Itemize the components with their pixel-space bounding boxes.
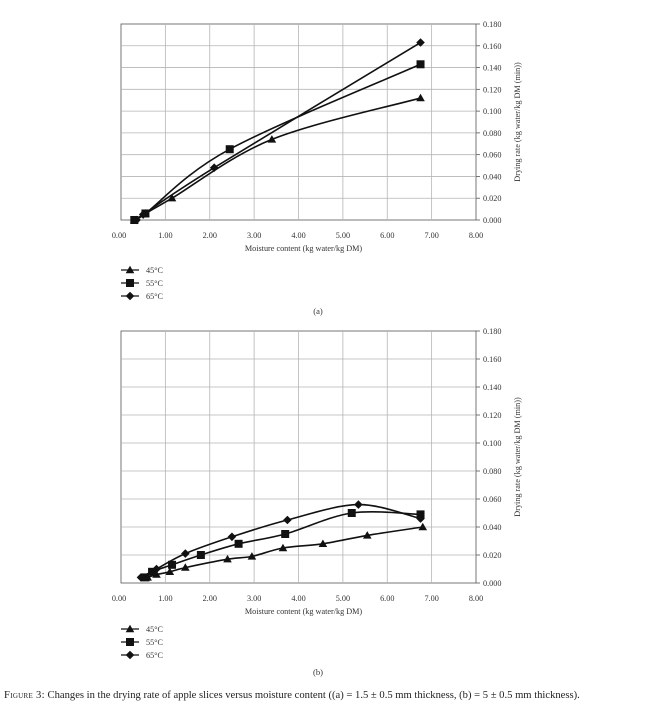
legend-label: 45°C	[146, 625, 163, 634]
data-point-square	[226, 145, 234, 153]
y-tick-label: 0.080	[483, 467, 502, 476]
figure-label: Figure 3:	[4, 690, 45, 701]
y-tick-label: 0.060	[483, 495, 502, 504]
legend-square-icon	[126, 279, 134, 287]
legend-diamond-icon	[126, 651, 135, 660]
y-tick-label: 0.040	[483, 172, 502, 182]
y-tick-label: 0.160	[483, 355, 502, 364]
data-point-square	[417, 60, 425, 68]
y-axis-title: Drying rate (kg water/kg DM (min))	[513, 62, 522, 182]
y-tick-label: 0.000	[483, 579, 502, 588]
x-tick-label: 1.00	[158, 594, 173, 603]
x-tick-label: 3.00	[246, 231, 262, 240]
x-tick-label: 7.00	[424, 594, 439, 603]
y-tick-label: 0.180	[483, 327, 502, 336]
y-tick-label: 0.060	[483, 150, 502, 160]
y-tick-label: 0.000	[483, 216, 502, 225]
data-point-square	[197, 551, 205, 559]
legend-label: 65°C	[146, 292, 163, 301]
caption-text: Changes in the drying rate of apple slices versus moisture content ((a) = 1.5 ± 0.5 mm thickness, (b) = 5 ± 0.5 mm thickness).	[47, 690, 580, 701]
x-tick-label: 6.00	[380, 231, 395, 240]
y-tick-label: 0.020	[483, 551, 502, 560]
x-tick-label: 8.00	[468, 594, 484, 603]
x-tick-label: 1.00	[158, 231, 173, 240]
legend-label: 65°C	[146, 651, 163, 660]
x-tick-label: 4.00	[291, 231, 306, 240]
x-tick-label: 5.00	[335, 231, 351, 240]
x-axis-title: Moisture content (kg water/kg DM)	[244, 244, 363, 253]
x-tick-label: 4.00	[291, 594, 306, 603]
legend-square-icon	[126, 638, 134, 646]
y-tick-label: 0.120	[483, 85, 502, 95]
y-tick-label: 0.080	[483, 128, 502, 138]
legend	[121, 266, 163, 301]
legend-label: 45°C	[146, 266, 163, 275]
x-tick-label: 8.00	[468, 231, 484, 240]
y-tick-label: 0.140	[483, 63, 502, 73]
y-tick-label: 0.180	[483, 20, 502, 29]
figure-caption	[4, 690, 648, 701]
x-tick-label: 3.00	[246, 594, 262, 603]
x-tick-label: 5.00	[335, 594, 351, 603]
x-tick-label: 6.00	[380, 594, 395, 603]
chart-panel-b	[112, 327, 522, 677]
x-axis-title: Moisture content (kg water/kg DM)	[244, 607, 363, 616]
legend-diamond-icon	[126, 292, 135, 301]
x-tick-label: 0.00	[111, 231, 127, 240]
legend-label: 55°C	[146, 279, 163, 288]
y-tick-label: 0.120	[483, 411, 502, 420]
x-tick-label: 7.00	[424, 231, 439, 240]
y-tick-label: 0.040	[483, 523, 502, 532]
chart-panel-a	[112, 20, 522, 316]
panel-label: (b)	[312, 667, 324, 677]
data-point-square	[348, 509, 356, 517]
x-tick-label: 2.00	[202, 231, 217, 240]
y-tick-label: 0.020	[483, 194, 502, 204]
data-point-square	[235, 540, 243, 548]
y-tick-label: 0.100	[483, 107, 502, 117]
legend-label: 55°C	[146, 638, 163, 647]
panel-label: (a)	[313, 306, 323, 316]
y-tick-label: 0.160	[483, 41, 502, 51]
y-axis-title: Drying rate (kg water/kg DM (min))	[513, 397, 522, 517]
x-tick-label: 2.00	[202, 594, 217, 603]
y-tick-label: 0.100	[483, 439, 502, 448]
data-point-square	[281, 530, 289, 538]
x-tick-label: 0.00	[111, 594, 127, 603]
y-tick-label: 0.140	[483, 383, 502, 392]
legend	[121, 625, 163, 660]
